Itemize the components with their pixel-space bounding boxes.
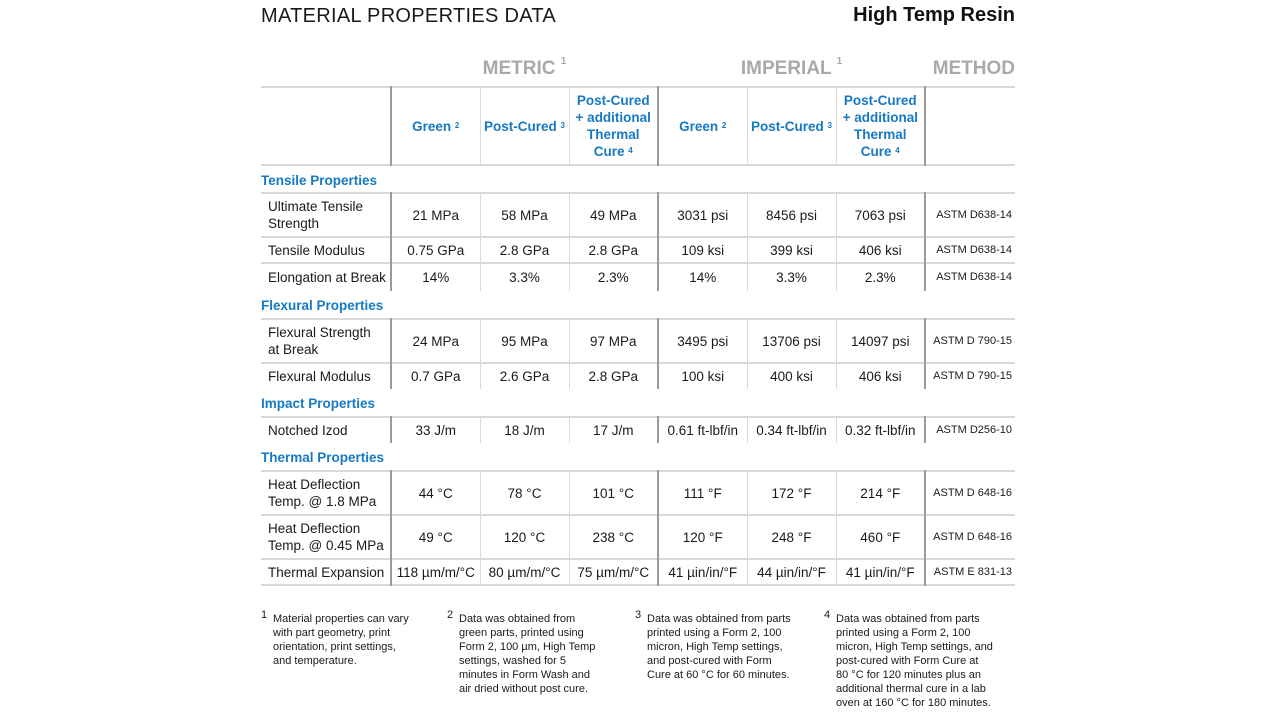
column-header-row (261, 87, 1015, 165)
column-header-1 (391, 87, 480, 165)
property-row (261, 559, 1015, 585)
footnote-line: oven at 160 °C for 180 minutes. (836, 697, 991, 709)
imperial-value: 109 ksi (658, 237, 747, 263)
section-title: Flexural Properties (261, 298, 384, 313)
imperial-note-ref: 1 (836, 56, 843, 67)
column-header-line: Thermal (586, 127, 640, 142)
test-method: ASTM D 790-15 (925, 319, 1015, 363)
blank-corner (261, 42, 391, 87)
column-header-line: Cure (593, 144, 625, 159)
column-header-line: + additional (575, 110, 651, 125)
property-row (261, 319, 1015, 363)
header (261, 0, 1015, 42)
property-row (261, 417, 1015, 443)
column-header-line: Post-Cured (576, 93, 650, 108)
property-name-line: Temp. @ 0.45 MPa (268, 538, 384, 553)
footnote-line: 80 °C for 120 minutes plus an (836, 669, 982, 681)
column-header-line: + additional (842, 110, 918, 125)
property-row (261, 515, 1015, 559)
metric-value: 18 J/m (480, 417, 569, 443)
group-header-row (261, 42, 1015, 87)
column-header-5 (747, 87, 836, 165)
footnote-line: orientation, print settings, (273, 641, 396, 653)
imperial-value: 13706 psi (747, 319, 836, 363)
property-name-line: Strength (268, 216, 320, 231)
footnote-ref: 2 (454, 120, 460, 130)
column-header-label: Post-Cured (751, 118, 824, 134)
imperial-value: 214 °F (836, 471, 925, 515)
imperial-value: 120 °F (658, 515, 747, 559)
section-row (261, 291, 1015, 319)
footnote-text (447, 612, 595, 696)
metric-value: 17 J/m (569, 417, 658, 443)
footnote-1 (261, 609, 409, 668)
section-title: Impact Properties (261, 396, 376, 411)
metric-value: 49 MPa (569, 193, 658, 237)
column-header-4 (658, 87, 747, 165)
column-header-3 (569, 87, 658, 165)
metric-value: 101 °C (569, 471, 658, 515)
test-method: ASTM D 790-15 (925, 363, 1015, 389)
imperial-value: 400 ksi (747, 363, 836, 389)
resin-name: High Temp Resin (853, 4, 1015, 26)
blank-header-cell (261, 87, 391, 165)
metric-value: 2.8 GPa (569, 363, 658, 389)
test-method: ASTM D 648-16 (925, 471, 1015, 515)
metric-value: 2.6 GPa (480, 363, 569, 389)
metric-value: 0.75 GPa (391, 237, 480, 263)
metric-value: 80 µm/m/°C (480, 559, 569, 585)
property-row (261, 237, 1015, 263)
section-row (261, 165, 1015, 193)
property-name (261, 417, 391, 443)
property-name (261, 363, 391, 389)
property-row (261, 471, 1015, 515)
imperial-value: 3031 psi (658, 193, 747, 237)
imperial-value: 14097 psi (836, 319, 925, 363)
footnote-line: Material properties can vary (273, 613, 409, 625)
property-name-line: Heat Deflection (268, 477, 361, 492)
property-name (261, 263, 391, 291)
section-row (261, 389, 1015, 417)
property-name (261, 193, 391, 237)
metric-value: 14% (391, 263, 480, 291)
metric-value: 120 °C (480, 515, 569, 559)
footnote-line: settings, washed for 5 (459, 655, 567, 667)
footnote-line: micron, High Temp settings, (647, 641, 783, 653)
property-name-line: Heat Deflection (268, 521, 361, 536)
imperial-value: 248 °F (747, 515, 836, 559)
imperial-value: 7063 psi (836, 193, 925, 237)
metric-note-ref: 1 (560, 56, 567, 67)
metric-value: 58 MPa (480, 193, 569, 237)
footnote-line: Cure at 60 °C for 60 minutes. (647, 669, 790, 681)
footnote-text (635, 612, 791, 682)
imperial-value: 172 °F (747, 471, 836, 515)
section-title: Tensile Properties (261, 172, 378, 188)
metric-value: 118 µm/m/°C (391, 559, 480, 585)
property-name-line: Temp. @ 1.8 MPa (268, 494, 377, 509)
metric-value: 21 MPa (391, 193, 480, 237)
imperial-value: 44 µin/in/°F (747, 559, 836, 585)
imperial-value: 2.3% (836, 263, 925, 291)
section-title: Thermal Properties (261, 450, 385, 465)
property-name-line: Thermal Expansion (268, 564, 385, 580)
metric-value: 33 J/m (391, 417, 480, 443)
column-header-2 (480, 87, 569, 165)
column-header-line: Cure (860, 144, 892, 159)
test-method: ASTM D638-14 (925, 237, 1015, 263)
footnote-line: Data was obtained from (459, 613, 576, 625)
metric-value: 49 °C (391, 515, 480, 559)
footnote-line: Data was obtained from parts (647, 613, 791, 625)
property-name (261, 319, 391, 363)
metric-value: 75 µm/m/°C (569, 559, 658, 585)
imperial-label: IMPERIAL (740, 58, 832, 79)
footnote-line: minutes in Form Wash and (459, 669, 591, 681)
metric-value: 2.8 GPa (569, 237, 658, 263)
imperial-value: 14% (658, 263, 747, 291)
footnote-line: additional thermal cure in a lab (836, 683, 986, 695)
property-name-line: Ultimate Tensile (268, 199, 364, 214)
imperial-value: 399 ksi (747, 237, 836, 263)
property-row (261, 193, 1015, 237)
imperial-value: 8456 psi (747, 193, 836, 237)
property-name (261, 237, 391, 263)
imperial-value: 406 ksi (836, 363, 925, 389)
method-header-cell (925, 87, 1015, 165)
footnote-line: green parts, printed using (459, 627, 584, 639)
column-header-label: Green (412, 118, 452, 134)
property-name (261, 559, 391, 585)
document-title: MATERIAL PROPERTIES DATA (261, 5, 557, 27)
footnote-ref: 3 (827, 120, 832, 130)
footnote-2 (447, 609, 596, 696)
property-row (261, 263, 1015, 291)
column-header-label: Green (679, 118, 719, 134)
imperial-value: 3495 psi (658, 319, 747, 363)
imperial-value: 100 ksi (658, 363, 747, 389)
column-header-line: Post-Cured (843, 93, 917, 108)
footnote-line: Data was obtained from parts (836, 613, 980, 625)
footnote-ref: 3 (560, 120, 565, 130)
metric-value: 97 MPa (569, 319, 658, 363)
imperial-value: 0.32 ft-lbf/in (836, 417, 925, 443)
footnote-number: 3 (635, 609, 642, 621)
footnote-line: and temperature. (273, 655, 357, 667)
test-method: ASTM D638-14 (925, 263, 1015, 291)
footnote-text (824, 612, 993, 710)
metric-label: METRIC (482, 58, 556, 79)
metric-value: 2.8 GPa (480, 237, 569, 263)
test-method: ASTM D256-10 (925, 417, 1015, 443)
footnote-3 (635, 609, 791, 682)
footnote-line: micron, High Temp settings, and (836, 641, 993, 653)
imperial-value: 406 ksi (836, 237, 925, 263)
metric-value: 78 °C (480, 471, 569, 515)
imperial-group-header (658, 42, 925, 87)
property-name-line: Flexural Modulus (268, 369, 371, 384)
column-header-line: Thermal (854, 127, 907, 142)
property-name (261, 471, 391, 515)
footnote-line: and post-cured with Form (647, 655, 772, 667)
imperial-value: 0.61 ft-lbf/in (658, 417, 747, 443)
footnote-line: with part geometry, print (273, 627, 391, 639)
method-group-header: METHOD (932, 58, 1016, 79)
metric-value: 0.7 GPa (391, 363, 480, 389)
property-name-line: Elongation at Break (268, 270, 386, 285)
footnote-ref: 2 (721, 120, 727, 130)
metric-group-header (391, 42, 658, 87)
column-header-label: Post-Cured (484, 118, 557, 134)
imperial-value: 111 °F (658, 471, 747, 515)
test-method: ASTM E 831-13 (925, 559, 1015, 585)
imperial-value: 0.34 ft-lbf/in (747, 417, 836, 443)
column-header-6 (836, 87, 925, 165)
imperial-value: 460 °F (836, 515, 925, 559)
footnote-line: air dried without post cure. (459, 683, 589, 695)
metric-value: 238 °C (569, 515, 658, 559)
footnote-line: post-cured with Form Cure at (836, 655, 979, 667)
footnote-ref: 4 (895, 146, 900, 155)
property-name (261, 515, 391, 559)
metric-value: 95 MPa (480, 319, 569, 363)
property-name-line: at Break (268, 342, 319, 357)
test-method: ASTM D 648-16 (925, 515, 1015, 559)
footnote-number: 2 (447, 609, 454, 621)
footnote-text (261, 612, 409, 668)
metric-value: 2.3% (569, 263, 658, 291)
footnote-number: 1 (261, 609, 268, 621)
property-row (261, 363, 1015, 389)
footnote-line: Form 2, 100 µm, High Temp (459, 641, 596, 653)
section-row (261, 443, 1015, 471)
properties-table (261, 42, 1015, 586)
imperial-value: 41 µin/in/°F (658, 559, 747, 585)
footnote-4 (824, 609, 993, 710)
property-name-line: Tensile Modulus (268, 242, 365, 258)
metric-value: 3.3% (480, 263, 569, 291)
footnote-ref: 4 (628, 146, 633, 155)
imperial-value: 3.3% (747, 263, 836, 291)
datasheet (261, 0, 1016, 709)
table-body (261, 165, 1015, 585)
metric-value: 44 °C (391, 471, 480, 515)
footnote-line: printed using a Form 2, 100 (647, 627, 782, 639)
metric-value: 24 MPa (391, 319, 480, 363)
test-method: ASTM D638-14 (925, 193, 1015, 237)
footnote-line: printed using a Form 2, 100 (836, 627, 971, 639)
imperial-value: 41 µin/in/°F (836, 559, 925, 585)
property-name-line: Flexural Strength (268, 325, 371, 340)
footnote-number: 4 (824, 609, 831, 621)
property-name-line: Notched Izod (268, 423, 348, 438)
